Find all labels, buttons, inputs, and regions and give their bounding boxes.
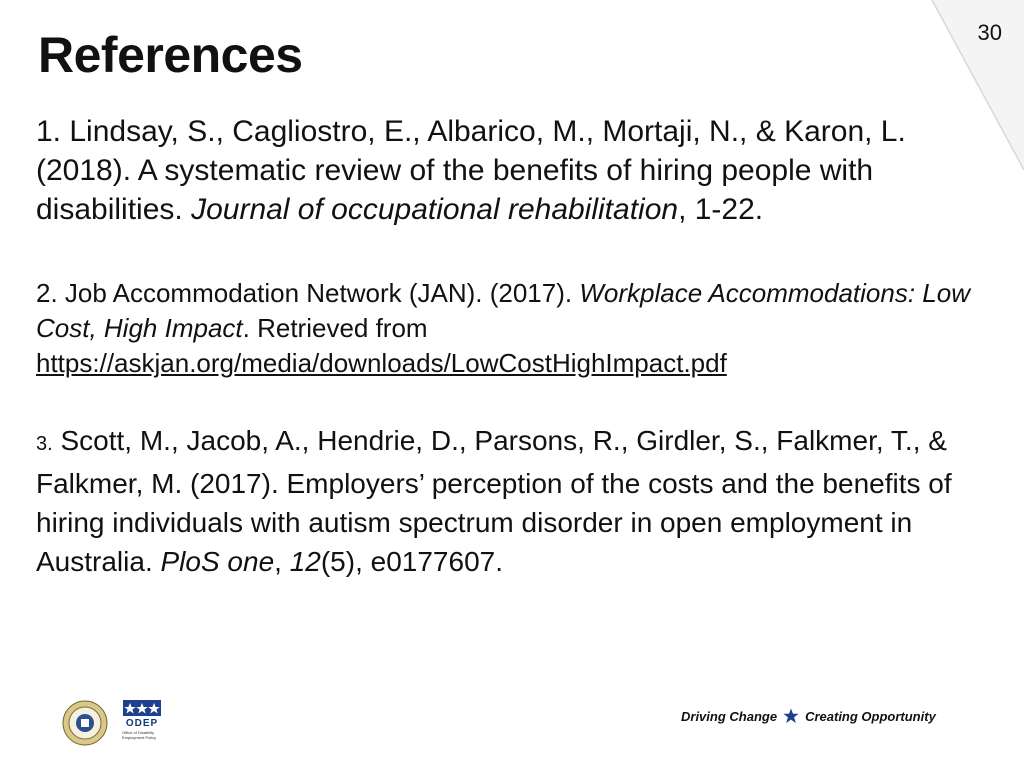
star-icon	[783, 708, 799, 724]
reference-link[interactable]: https://askjan.org/media/downloads/LowCostHighImpact.pdf	[36, 348, 727, 378]
reference-journal: Journal of occupational rehabilitation	[191, 193, 679, 226]
reference-list	[36, 112, 998, 581]
reference-sep: ,	[274, 546, 282, 577]
reference-3	[36, 421, 998, 581]
reference-authors: Job Accommodation Network (JAN). (2017).	[64, 278, 573, 308]
reference-title: Workplace Accommodations: Low Cost, High Impact	[36, 278, 970, 343]
reference-volume: 12	[289, 546, 321, 577]
reference-number: 1.	[36, 115, 62, 148]
odep-subtitle: Office of Disability Employment Policy	[122, 730, 157, 740]
reference-tail: (5), e0177607.	[320, 546, 503, 577]
odep-stars-icon	[123, 700, 161, 716]
reference-mid: . Retrieved from	[242, 313, 428, 343]
slide-number: 30	[977, 20, 1002, 45]
reference-tail: , 1-22.	[678, 193, 764, 226]
tagline-right: Creating Opportunity	[805, 708, 936, 724]
footer-logos	[62, 700, 162, 746]
reference-authors: Lindsay, S., Cagliostro, E., Albarico, M., Mortaji, N., & Karon, L. (2018). A systematic review of the benefits of hiring people with disabilities.	[36, 115, 906, 226]
slide-title: References	[38, 27, 303, 83]
odep-wordmark: ODEP	[125, 718, 159, 729]
reference-number: 3.	[36, 433, 53, 455]
reference-2	[36, 276, 998, 381]
reference-authors: Scott, M., Jacob, A., Hendrie, D., Parsons, R., Girdler, S., Falkmer, T., & Falkmer, M. (2017). Employers’ perception of the costs and the benefits of hiring individuals with autism spectrum disorder in open employment in Australia.	[36, 425, 952, 577]
footer-tagline	[681, 708, 936, 724]
odep-logo	[122, 700, 162, 740]
reference-number: 2.	[36, 278, 58, 308]
reference-1	[36, 112, 998, 229]
tagline-left: Driving Change	[681, 708, 778, 724]
reference-journal: PloS one	[160, 546, 275, 577]
department-of-labor-seal-icon	[62, 700, 108, 746]
